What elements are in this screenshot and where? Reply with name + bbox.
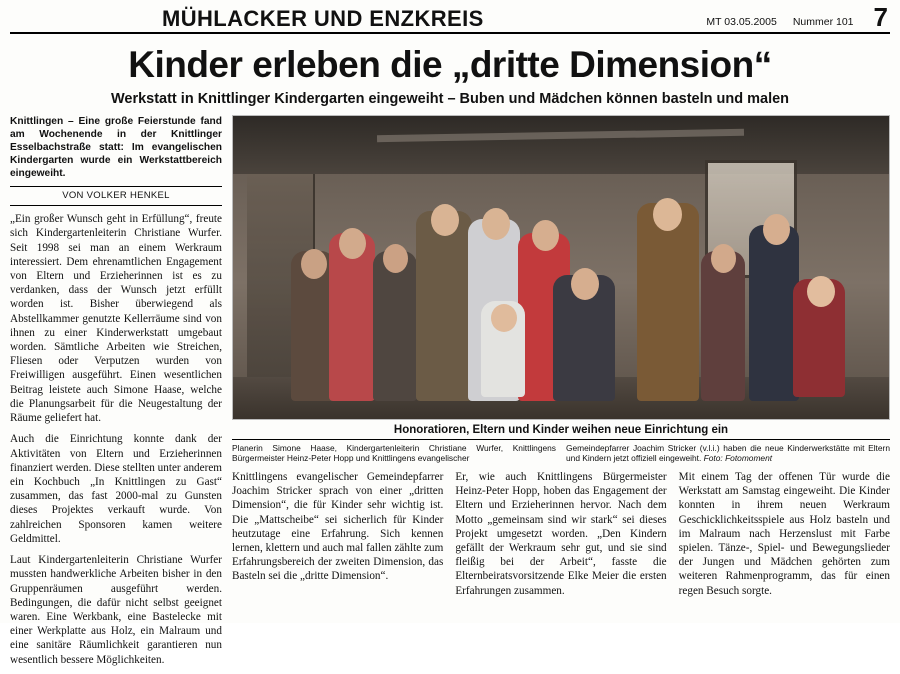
lead-paragraph: Knittlingen – Eine große Feierstunde fand am Wochenende in der Knittlinger Esselbachstraße statt: Im evangelischen Kindergarten wurde ein Werkstattbereich eingeweiht. [10,115,222,180]
masthead-meta [706,1,888,32]
masthead [10,0,890,34]
bottom-column-1 [232,470,443,605]
child-head [807,276,835,307]
caption-right-text: Gemeindepfarrer Joachim Stricker (v.l.i.) haben die neue Kinderwerkstätte mit Eltern und Kindern jetzt offiziell eingeweiht. [566,442,890,464]
bottom-column-3 [679,470,890,605]
section-title: MÜHLACKER UND ENZKREIS [162,6,484,31]
person-head [532,220,559,251]
paragraph: Er, wie auch Knittlingens Bürgermeister Heinz-Peter Hopp, hoben das Engagement der Eltern und Erzieherinnen hervor. Nach dem Motto „gemeinsam sind wir stark“ sei dieses Projekt umgesetzt worden. „Den Kindern gefällt der Werkraum sehr gut, und sie sind fleißig bei der Arbeit“, fasste die Elternbeiratsvorsitzende Elke Meier die ersten Erfahrungen zusammen. [455,470,667,597]
paragraph: Mit einem Tag der offenen Tür wurde die Werkstatt am Samstag eingeweiht. Die Kinder konnten in ihrem neuen Werkraum Geschicklichkeitsspiele aus Holz basteln und im Malraum nach Herzenslust mit Farbe spielen. Tänze-, Spiel- und Bewegungslieder der Jungen und Mädchen gehörten zum weiteren Rahmenprogramm, das für einen regen Besuch sorgte. [678,470,890,597]
person-head [431,204,459,236]
person-head [763,214,790,245]
child-head [491,304,517,332]
paragraph: Knittlingens evangelischer Gemeindepfarrer Joachim Stricker sprach von einer „dritten Dimension“, die für Kinder sehr wichtig ist. Die „Mattscheibe“ sei sicherlich für Kinder heutzutage eine Erfahrung. Sich kennen lernen, klettern und auch mal fallen zählte zum Erfahrungsbereich der zweiten Dimension, das Basteln sei die „dritte Dimension“. [232,470,444,583]
right-column [232,115,890,674]
byline-rule-top [10,186,222,187]
person-head [482,208,510,240]
person-head [653,198,682,231]
person-figure [637,203,699,401]
issue-number: Nummer 101 [792,16,854,28]
photo-credit: Foto: Fotomoment [703,453,773,464]
byline-rule-bottom [10,205,222,206]
person-figure [373,251,417,401]
caption-right [566,443,890,464]
edition-date: MT 03.05.2005 [706,16,777,28]
caption-left: Planerin Simone Haase, Kindergartenleiterin Christiane Wurfer, Knittlingens Bürgermeister Heinz-Peter Hopp und Knittlingens evangelischer [232,442,556,464]
person-figure [416,211,472,401]
paragraph: Auch die Einrichtung konnte dank der Aktivitäten von Eltern und Erzieherinnen finanziert werden. Diese stellten unter anderem ein Kochbuch „In Knittlingen zu Gast“ zusammen, das fast 2000-mal zu Gunsten dieses Projektes verkauft wurde. Von zahlreichen Sponsoren kamen weitere Geldmittel. [10,433,222,545]
left-column [10,115,222,674]
page-title: Kinder erleben die „dritte Dimension“ [128,44,772,85]
bottom-columns [232,470,890,605]
person-head [383,244,408,273]
person-figure [701,251,745,401]
person-head [571,268,599,300]
person-head [339,228,366,259]
paragraph: Laut Kindergartenleiterin Christiane Wurfer mussten handwerkliche Arbeiten bisher in den Gruppenräumen ausgeführt werden. Bedingungen, die dafür nicht selbst geeignet waren. Eine Werkbank, eine Bastelecke mit einer Werkplatte aus Holz, ein Malraum und eine sanitäre Räumlichkeit garantieren nun wesentlich bessere Möglichkeiten. [10,554,222,666]
byline: VON VOLKER HENKEL [62,190,170,202]
caption-rule [232,439,890,440]
left-column-text [10,212,222,667]
bottom-column-2 [455,470,666,605]
paragraph: „Ein großer Wunsch geht in Erfüllung“, freute sich Kindergartenleiterin Christiane Wurfer. Seit 1998 sei man an einem Werkraum interessiert. Dem ehrenamtlichen Engagement von Eltern und Erzieherinnen ist es zu verdanken, dass der Wunsch jetzt erfüllt worden ist. Bisher überwiegend als Abstellkammer genutzte Kellerräume sind von ihnen zu einer Kinderwerkstatt umgebaut worden. Sämtliche Arbeiten wie Streichen, Fliesen oder Verputzen wurden von Freiwilligen ausgeführt. Einen wesentlichen Beitrag leistete auch Simone Haase, welche die Planungsarbeit für die Neugestaltung der Räume geliefert hat. [10,213,222,425]
article-photo [232,115,890,420]
photo-caption [232,443,890,464]
person-head [711,244,736,273]
article-body [10,115,890,674]
subheadline: Werkstatt in Knittlinger Kindergarten eingeweiht – Buben und Mädchen können basteln und malen [110,90,790,107]
page-number: 7 [873,1,888,32]
photo-title: Honoratioren, Eltern und Kinder weihen neue Einrichtung ein [393,423,729,436]
person-head [301,249,327,279]
person-figure [749,225,799,401]
